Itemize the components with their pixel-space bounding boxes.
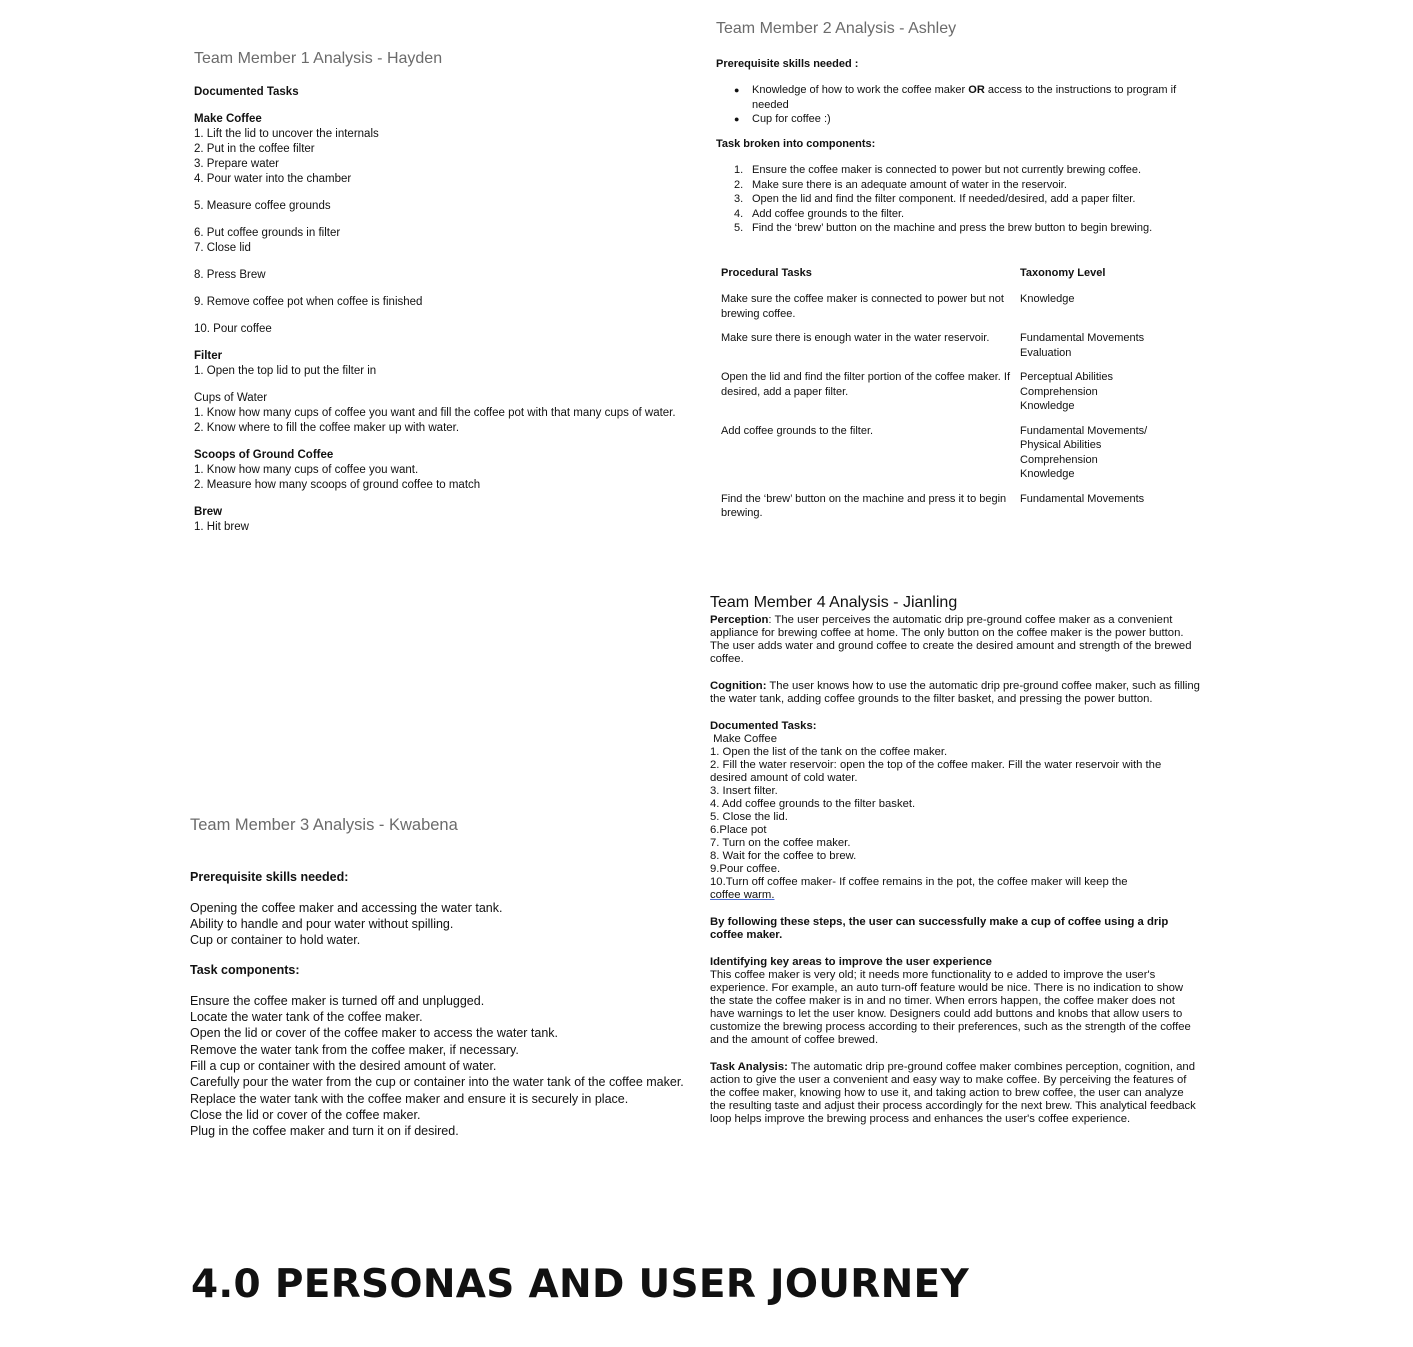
task-step: coffee warm. bbox=[710, 889, 775, 901]
components-list bbox=[716, 163, 1206, 236]
scoops-heading: Scoops of Ground Coffee bbox=[194, 449, 334, 461]
task-step: 2. Put in the coffee filter bbox=[194, 143, 315, 155]
ashley-analysis bbox=[716, 22, 1206, 531]
task-step: desired amount of cold water. bbox=[710, 772, 858, 784]
task-step: 6.Place pot bbox=[710, 824, 767, 836]
task-step: 9. Remove coffee pot when coffee is finished bbox=[194, 296, 423, 308]
task-step: 2. Know where to fill the coffee maker up with water. bbox=[194, 422, 460, 434]
filter-heading: Filter bbox=[194, 350, 223, 362]
list-item: Ensure the coffee maker is turned off and unplugged. bbox=[190, 993, 485, 1008]
table-header: Procedural Tasks bbox=[721, 266, 812, 279]
task-step: 3. Insert filter. bbox=[710, 785, 778, 797]
list-item: ● Knowledge of how to work the coffee maker OR access to the instructions to program if needed bbox=[752, 83, 1206, 112]
list-item: ● Cup for coffee :) bbox=[752, 112, 1206, 127]
table-header: Taxonomy Level bbox=[1020, 266, 1106, 279]
kwabena-analysis bbox=[190, 817, 690, 1139]
task-step: 1. Open the top lid to put the filter in bbox=[194, 365, 377, 377]
hayden-title: Team Member 1 Analysis - Hayden bbox=[194, 50, 443, 67]
components-heading: Task broken into components: bbox=[716, 137, 876, 150]
list-item: 4. Add coffee grounds to the filter. bbox=[734, 207, 905, 220]
task-step: 1. Lift the lid to uncover the internals bbox=[194, 128, 379, 140]
brew-heading: Brew bbox=[194, 506, 223, 518]
kwabena-title: Team Member 3 Analysis - Kwabena bbox=[190, 816, 458, 834]
task-step: 4. Add coffee grounds to the filter basket. bbox=[710, 798, 916, 810]
task-step: 10.Turn off coffee maker- If coffee remains in the pot, the coffee maker will keep the bbox=[710, 876, 1128, 888]
list-item: Opening the coffee maker and accessing the water tank. bbox=[190, 900, 503, 915]
task-step: 7. Close lid bbox=[194, 242, 251, 254]
table-row: Add coffee grounds to the filter. Fundamental Movements/ Physical Abilities Comprehension Knowledge bbox=[721, 424, 1148, 480]
task-analysis-paragraph: Task Analysis: The automatic drip pre-ground coffee maker combines perception, cognition, and action to give the user a convenient and easy way to make coffee. By perceiving the features of the coffee maker, knowing how to use it, and taking action to brew coffee, the user can analyze the resulting taste and adjust their process accordingly for the next brew. This analytical feedback loop helps improve the brewing process and enhances the user's coffee experience. bbox=[710, 1061, 1196, 1125]
list-item: Plug in the coffee maker and turn it on if desired. bbox=[190, 1124, 459, 1139]
table-row: Find the ‘brew’ button on the machine and press it to begin brewing. Fundamental Movements bbox=[721, 492, 1145, 519]
make-coffee-label: Make Coffee bbox=[710, 733, 777, 745]
cups-heading: Cups of Water bbox=[194, 392, 268, 404]
list-item: Carefully pour the water from the cup or container into the water tank of the coffee maker. bbox=[190, 1075, 684, 1090]
prereq-heading: Prerequisite skills needed : bbox=[716, 57, 859, 70]
table-row: Make sure there is enough water in the water reservoir. Fundamental Movements Evaluation bbox=[721, 332, 1145, 359]
taxonomy-table bbox=[717, 266, 1204, 531]
list-item: Ability to handle and pour water without spilling. bbox=[190, 916, 454, 931]
components-heading: Task components: bbox=[190, 963, 300, 978]
list-item: Remove the water tank from the coffee maker, if necessary. bbox=[190, 1042, 519, 1057]
section-heading: 4.0 PERSONAS AND USER JOURNEY bbox=[191, 1262, 970, 1307]
documented-tasks-heading: Documented Tasks: bbox=[710, 720, 817, 732]
task-step: 5. Close the lid. bbox=[710, 811, 788, 823]
task-step: 2. Measure how many scoops of ground coffee to match bbox=[194, 479, 481, 491]
task-step: 1. Hit brew bbox=[194, 521, 249, 533]
task-step: 7. Turn on the coffee maker. bbox=[710, 837, 851, 849]
list-item: Locate the water tank of the coffee maker. bbox=[190, 1010, 423, 1025]
list-item: Fill a cup or container with the desired amount of water. bbox=[190, 1058, 497, 1073]
improve-heading: Identifying key areas to improve the user experience bbox=[710, 956, 992, 968]
list-item: 5. Find the ‘brew’ button on the machine and press the brew button to begin brewing. bbox=[734, 222, 1153, 234]
list-item: Close the lid or cover of the coffee maker. bbox=[190, 1107, 421, 1122]
make-coffee-heading: Make Coffee bbox=[194, 113, 262, 125]
list-item: Replace the water tank with the coffee maker and ensure it is securely in place. bbox=[190, 1091, 629, 1106]
task-step: 8. Press Brew bbox=[194, 269, 266, 281]
perception-paragraph: Perception: The user perceives the automatic drip pre-ground coffee maker as a convenient appliance for brewing coffee at home. The only button on the coffee maker is the power button. The user adds water and ground coffee to create the desired amount and strength of the brewed coffee. bbox=[710, 614, 1192, 665]
task-step: 6. Put coffee grounds in filter bbox=[194, 227, 341, 239]
task-step: 9.Pour coffee. bbox=[710, 863, 781, 875]
ashley-title: Team Member 2 Analysis - Ashley bbox=[716, 20, 957, 37]
list-item: 2. Make sure there is an adequate amount of water in the reservoir. bbox=[734, 178, 1067, 191]
list-item: Open the lid or cover of the coffee maker to access the water tank. bbox=[190, 1026, 559, 1041]
table-row: Open the lid and find the filter portion of the coffee maker. If desired, add a paper filter. Perceptual Abilities Comprehension Knowledge bbox=[721, 371, 1113, 412]
task-step: 3. Prepare water bbox=[194, 158, 280, 170]
task-step: 1. Open the list of the tank on the coffee maker. bbox=[710, 746, 948, 758]
task-step: 2. Fill the water reservoir: open the top of the coffee maker. Fill the water reservoir with the bbox=[710, 759, 1162, 771]
hayden-analysis bbox=[194, 51, 684, 535]
cognition-paragraph: Cognition: The user knows how to use the automatic drip pre-ground coffee maker, such as filling the water tank, adding coffee grounds to the filter basket, and pressing the power button. bbox=[710, 680, 1200, 705]
task-step: 8. Wait for the coffee to brew. bbox=[710, 850, 857, 862]
task-step: 10. Pour coffee bbox=[194, 323, 272, 335]
task-step: 5. Measure coffee grounds bbox=[194, 200, 331, 212]
list-item: 3. Open the lid and find the filter component. If needed/desired, add a paper filter. bbox=[734, 193, 1136, 205]
list-item: 1. Ensure the coffee maker is connected to power but not currently brewing coffee. bbox=[734, 164, 1142, 176]
improve-paragraph: This coffee maker is very old; it needs more functionality to e added to improve the user's experience. For example, an auto turn-off feature would be nice. There is no indication to show the state the coffee maker is in and no timer. When errors happen, the coffee maker does not have warnings to let the user know. Designers could add buttons and knobs that allow users to customize the brewing process according to their preferences, such as the strength of the coffee and the amount of coffee brewed. bbox=[710, 969, 1191, 1046]
task-step: 4. Pour water into the chamber bbox=[194, 173, 352, 185]
list-item: Cup or container to hold water. bbox=[190, 933, 361, 948]
documented-tasks-heading: Documented Tasks bbox=[194, 86, 299, 98]
table-header-row bbox=[717, 266, 1204, 293]
prereq-list bbox=[716, 83, 1206, 127]
prereq-heading: Prerequisite skills needed: bbox=[190, 870, 349, 885]
task-step: 1. Know how many cups of coffee you want. bbox=[194, 464, 419, 476]
conclusion-paragraph: By following these steps, the user can successfully make a cup of coffee using a drip coffee maker. bbox=[710, 916, 1169, 941]
jianling-title: Team Member 4 Analysis - Jianling bbox=[710, 594, 958, 611]
jianling-analysis bbox=[710, 596, 1200, 1126]
task-step: 1. Know how many cups of coffee you want and fill the coffee pot with that many cups of water. bbox=[194, 407, 676, 419]
table-row: Make sure the coffee maker is connected to power but not brewing coffee. Knowledge bbox=[721, 293, 1075, 320]
